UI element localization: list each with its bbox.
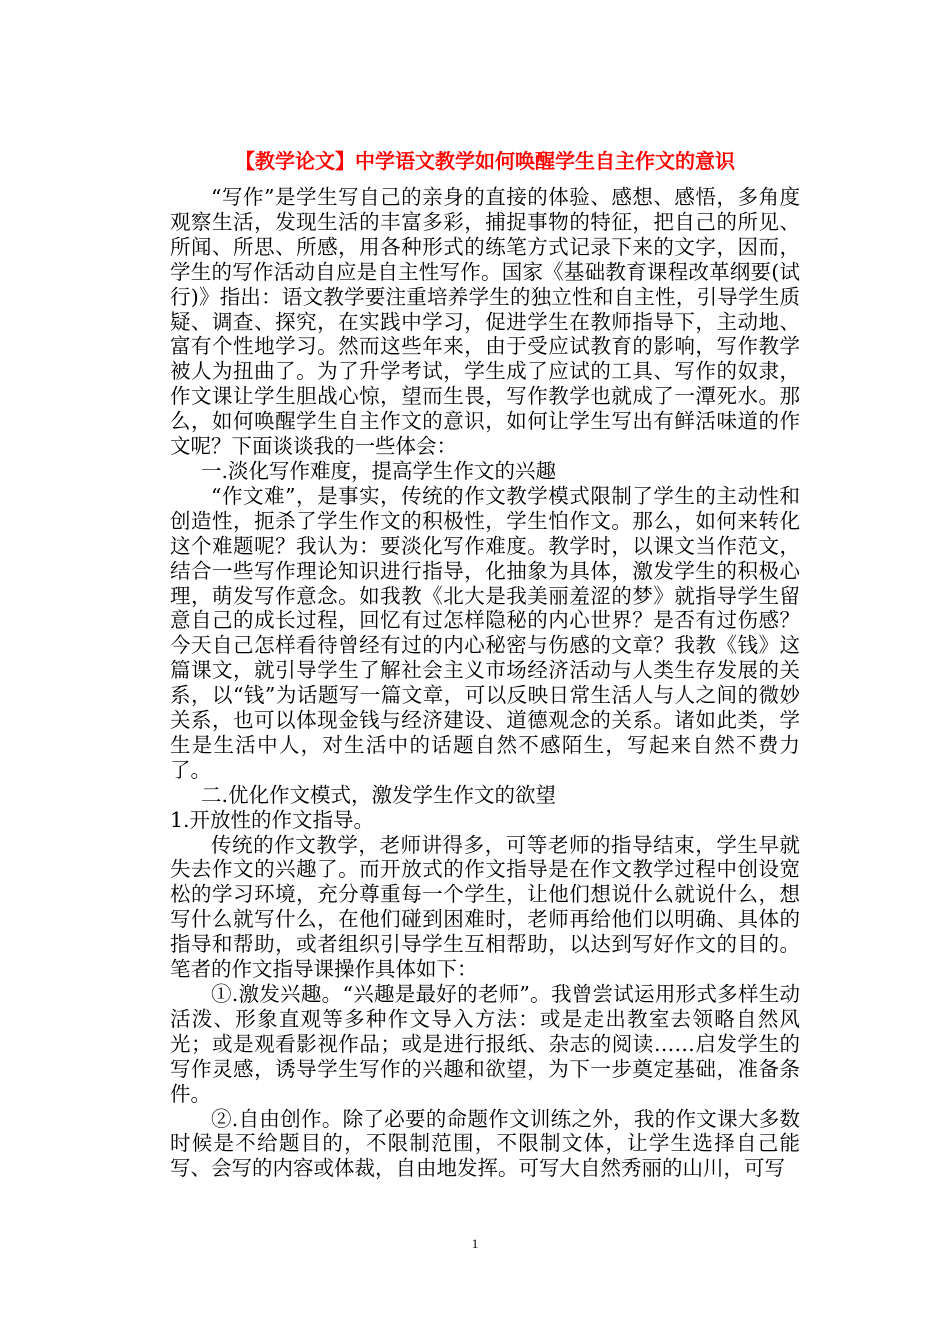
subsection-heading-1: 1.开放性的作文指导。 (170, 807, 375, 832)
page-number: 1 (471, 1236, 479, 1251)
paragraph-section-1: “作文难”，是事实，传统的作文教学模式限制了学生的主动性和创造性，扼杀了学生作文的积极性，学生怕作文。那么，如何来转化这个难题呢？我认为：要淡化写作难度。教学时，以课文当作范文，结合一些写作理论知识进行指导，化抽象为具体，激发学生的积极心理，萌发写作意念。如我教《北大是我美丽羞涩的梦》就指导学生留意自己的成长过程，回忆有过怎样隐秘的内心世界？是否有过伤感？今天自己怎样看待曾经有过的内心秘密与伤感的文章？我教《钱》这篇课文，就引导学生了解社会主义市场经济活动与人类生存发展的关系，以“钱”为话题写一篇文章，可以反映日常生活人与人之间的微妙关系，也可以体现金钱与经济建设、道德观念的关系。诸如此类，学生是生活中人，对生活中的话题自然不感陌生，写起来自然不费力了。 (170, 483, 800, 782)
paragraph-free-creation: ②.自由创作。除了必要的命题作文训练之外，我的作文课大多数时候是不给题目的，不限制范围，不限制文体，让学生选择自己能写、会写的内容或体裁，自由地发挥。可写大自然秀丽的山川，可写 (170, 1106, 800, 1181)
paragraph-open-guidance: 传统的作文教学，老师讲得多，可等老师的指导结束，学生早就失去作文的兴趣了。而开放式的作文指导是在作文教学过程中创设宽松的学习环境，充分尊重每一个学生，让他们想说什么就说什么，想写什么就写什么，在他们碰到困难时，老师再给他们以明确、具体的指导和帮助，或者组织引导学生互相帮助，以达到写好作文的目的。笔者的作文指导课操作具体如下： (170, 832, 800, 982)
document-body (170, 185, 800, 1181)
document-title: 【教学论文】中学语文教学如何唤醒学生自主作文的意识 (235, 149, 735, 173)
paragraph-intro: “写作”是学生写自己的亲身的直接的体验、感想、感悟，多角度观察生活，发现生活的丰富多彩，捕捉事物的特征，把自己的所见、所闻、所思、所感，用各种形式的练笔方式记录下来的文字，因而，学生的写作活动自应是自主性写作。国家《基础教育课程改革纲要(试行)》指出：语文教学要注重培养学生的独立性和自主性，引导学生质疑、调查、探究，在实践中学习，促进学生在教师指导下，主动地、富有个性地学习。然而这些年来，由于受应试教育的影响，写作教学被人为扭曲了。为了升学考试，学生成了应试的工具、写作的奴隶，作文课让学生胆战心惊，望而生畏，写作教学也就成了一潭死水。那么，如何唤醒学生自主作文的意识，如何让学生写出有鲜活味道的作文呢？下面谈谈我的一些体会： (170, 185, 800, 459)
section-heading-2: 二.优化作文模式，激发学生作文的欲望 (201, 782, 557, 807)
paragraph-stimulate-interest: ①.激发兴趣。“兴趣是最好的老师”。我曾尝试运用形式多样生动活泼、形象直观等多种作文导入方法：或是走出教室去领略自然风光；或是观看影视作品；或是进行报纸、杂志的阅读……启发学生的写作灵感，诱导学生写作的兴趣和欲望，为下一步奠定基础，准备条件。 (170, 982, 800, 1106)
section-heading-1: 一.淡化写作难度，提高学生作文的兴趣 (201, 458, 557, 483)
